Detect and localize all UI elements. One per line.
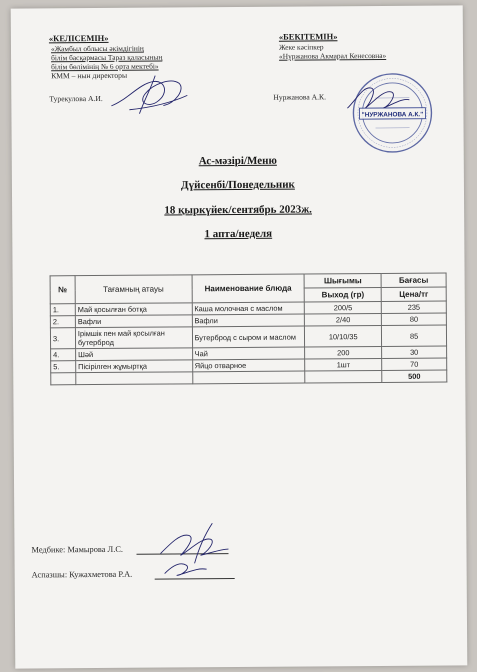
- total-price: 500: [382, 370, 447, 382]
- approval-right-heading: «БЕКІТЕМІН»: [278, 31, 338, 42]
- cook-signature: [161, 555, 211, 581]
- menu-table: [50, 273, 448, 386]
- row-name-ru: Яйцо отварное: [192, 359, 305, 372]
- nurse-label: Медбике: Мамырова Л.С.: [31, 544, 124, 555]
- row-price: 85: [382, 325, 447, 346]
- row-output: 10/10/35: [305, 326, 382, 348]
- entrepreneur-signature: [343, 78, 413, 118]
- row-number: 3.: [50, 328, 75, 349]
- menu-title: Ас-мәзірі/Меню: [198, 154, 277, 168]
- row-name-kz: Шәй: [76, 348, 193, 361]
- header-price-ru: Цена/тг: [381, 287, 446, 301]
- row-number: 5.: [51, 361, 76, 373]
- approval-left-heading: «КЕЛІСЕМІН»: [48, 32, 109, 44]
- stamp-text: "НУРЖАНОВА А.К.": [361, 111, 424, 119]
- row-name-ru: Бутерброд с сыром и маслом: [192, 326, 305, 348]
- header-number: №: [50, 276, 75, 304]
- row-name-kz: Май қосылған ботқа: [75, 303, 192, 316]
- approval-right-line: Жеке кәсіпкер: [278, 42, 324, 52]
- header-name-kz: Тағамның атауы: [75, 275, 192, 304]
- row-price: 70: [382, 358, 447, 370]
- header-output-ru: Выход (гр): [304, 288, 381, 303]
- approval-left-line: білім басқармасы Тараз қаласының: [51, 52, 163, 63]
- row-number: 4.: [51, 349, 76, 361]
- row-number: 1.: [50, 304, 75, 316]
- table-row: [50, 325, 446, 349]
- row-name-kz: Пісірілген жұмыртқа: [76, 360, 193, 373]
- row-output: 1шт: [305, 359, 382, 372]
- approval-left-signer: Турекулова А.И.: [49, 93, 103, 104]
- row-price: 235: [381, 301, 446, 313]
- approval-left-line: білім бөлімінің № 6 орта мектебі»: [51, 61, 159, 72]
- row-price: 30: [382, 346, 447, 358]
- row-name-kz: Вафли: [75, 315, 192, 328]
- approval-left-line: «Жамбыл облысы әкімдігінің: [50, 43, 144, 54]
- total-row: [51, 370, 447, 385]
- director-signature: [109, 69, 189, 120]
- row-number: 2.: [50, 316, 75, 328]
- date-title: 18 қыркүйек/сентябрь 2023ж.: [164, 203, 312, 217]
- approval-right-line: «Нуржанова Акмарал Кенесовна»: [279, 50, 387, 61]
- day-title: Дүйсенбі/Понедельник: [180, 178, 295, 192]
- document-page: [11, 5, 468, 668]
- header-price-kz: Бағасы: [381, 273, 446, 287]
- row-name-kz: Ірімшік пен май қосылған бутерброд: [75, 327, 192, 349]
- approval-right-signer: Нуржанова А.К.: [273, 92, 327, 102]
- approval-left-line: КММ – нын директоры: [51, 70, 128, 81]
- row-output: 200: [305, 347, 382, 360]
- header-name-ru: Наименование блюда: [192, 274, 305, 303]
- cook-label: Аспазшы: Кужахметова Р.А.: [31, 569, 133, 580]
- row-price: 80: [381, 313, 446, 325]
- week-title: 1 апта/неделя: [204, 227, 273, 241]
- row-name-ru: Вафли: [192, 314, 305, 327]
- row-name-ru: Каша молочная с маслом: [192, 302, 305, 315]
- row-name-ru: Чай: [192, 347, 305, 360]
- row-output: 2/40: [305, 314, 382, 327]
- row-output: 200/5: [305, 302, 382, 315]
- header-output-kz: Шығымы: [304, 274, 381, 289]
